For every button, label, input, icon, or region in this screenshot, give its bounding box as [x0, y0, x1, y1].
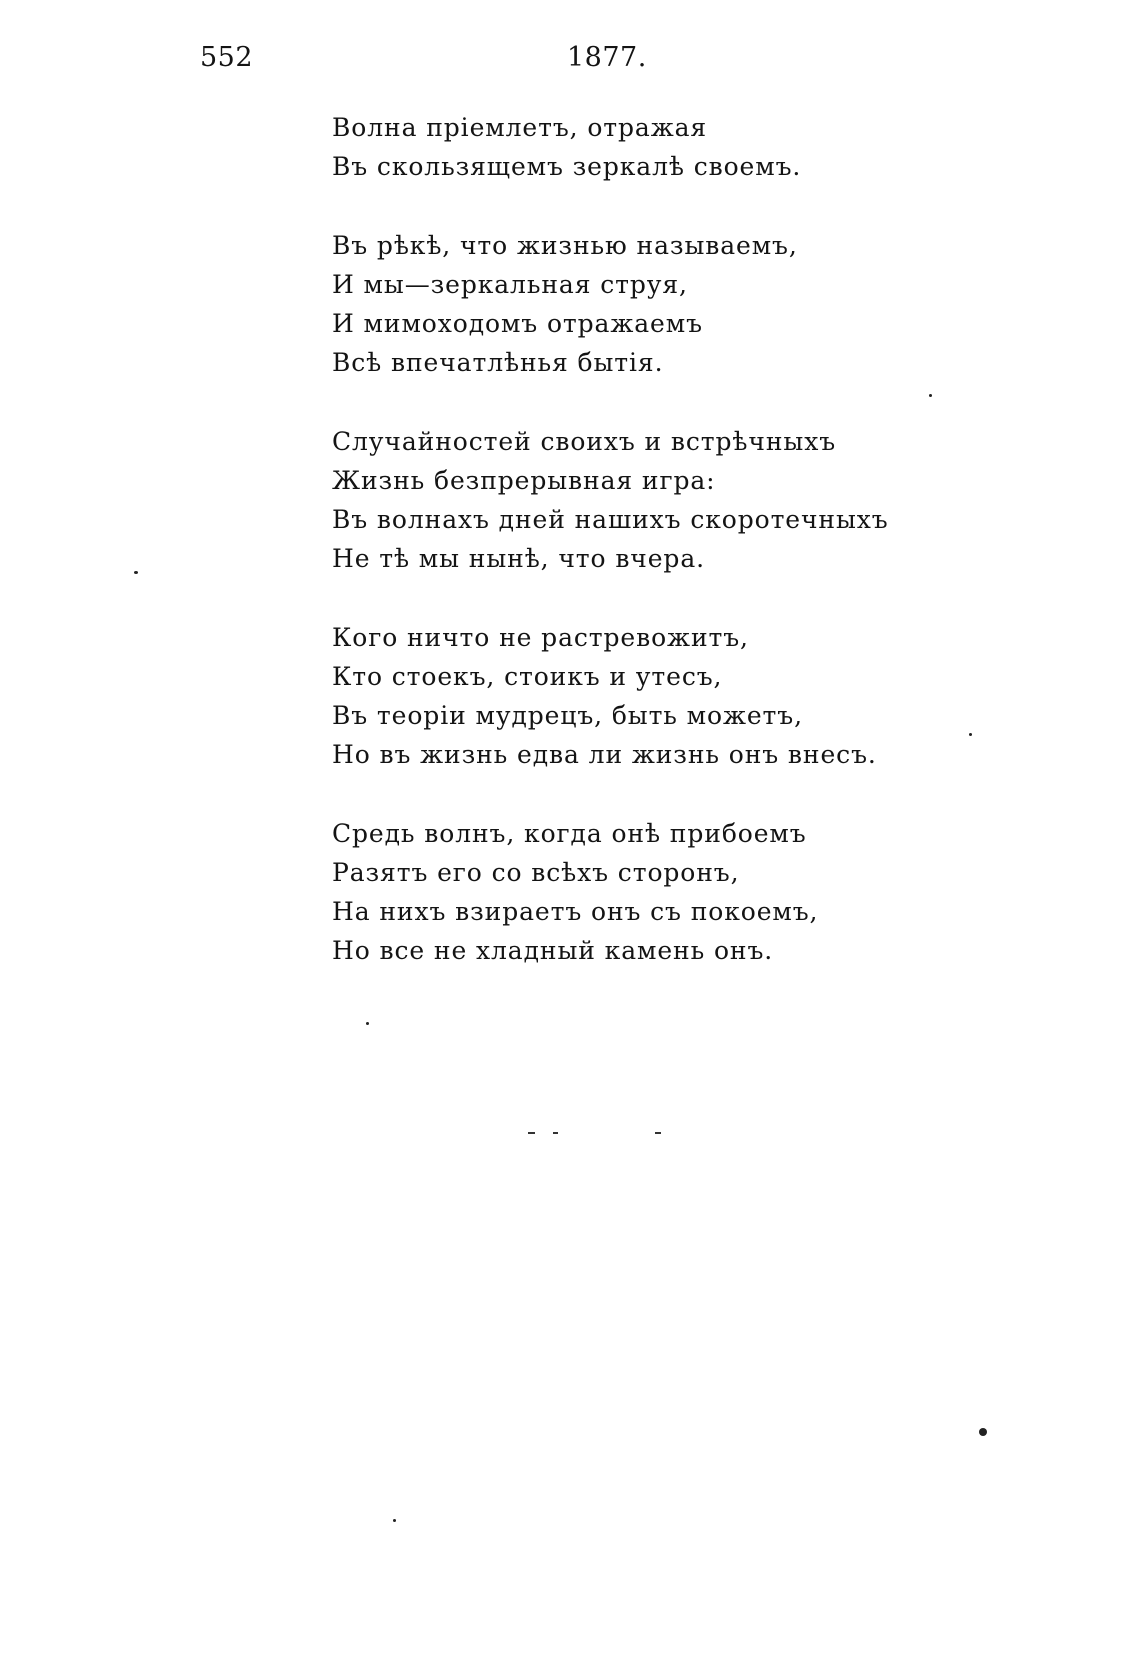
poem-line: Разятъ его со всѣхъ сторонъ,: [332, 858, 740, 887]
poem-line: Жизнь безпрерывная игра:: [332, 466, 716, 495]
ornament-dash: [655, 1132, 661, 1134]
poem-line: И мимоходомъ отражаемъ: [332, 309, 703, 338]
print-speck: [929, 394, 932, 397]
print-speck: [393, 1519, 396, 1522]
poem-line: Кого ничто не растревожитъ,: [332, 623, 749, 652]
stanza-1: [332, 108, 952, 186]
ornament-dash: [553, 1132, 558, 1134]
poem-line: Но въ жизнь едва ли жизнь онъ внесъ.: [332, 740, 877, 769]
ornament-dash: [528, 1132, 535, 1134]
poem-line: Волна пріемлетъ, отражая: [332, 113, 708, 142]
poem-line: И мы—зеркальная струя,: [332, 270, 688, 299]
poem-line: Не тѣ мы нынѣ, что вчера.: [332, 544, 705, 573]
poem-line: Но все не хладный камень онъ.: [332, 936, 774, 965]
poem-line: На нихъ взираетъ онъ съ покоемъ,: [332, 897, 819, 926]
poem-line: Всѣ впечатлѣнья бытія.: [332, 348, 664, 377]
stanza-5: [332, 814, 952, 970]
poem-line: Въ волнахъ дней нашихъ скоротечныхъ: [332, 505, 889, 534]
poem-line: Средь волнъ, когда онѣ прибоемъ: [332, 819, 807, 848]
poem-line: Случайностей своихъ и встрѣчныхъ: [332, 427, 836, 456]
stanza-2: [332, 226, 952, 382]
poem-line: Въ скользящемъ зеркалѣ своемъ.: [332, 152, 802, 181]
stanza-3: [332, 422, 952, 578]
page-number: 552: [200, 42, 254, 73]
poem-line: Въ теоріи мудрецъ, быть можетъ,: [332, 701, 803, 730]
poem-line: Кто стоекъ, стоикъ и утесъ,: [332, 662, 723, 691]
print-speck: [366, 1022, 369, 1025]
stanza-4: [332, 618, 952, 774]
print-speck: [979, 1428, 987, 1436]
print-speck: [969, 733, 972, 736]
poem-line: Въ рѣкѣ, что жизнью называемъ,: [332, 231, 798, 260]
running-head-year: 1877.: [567, 42, 647, 73]
poem: [332, 108, 952, 1010]
print-speck: [134, 571, 138, 574]
